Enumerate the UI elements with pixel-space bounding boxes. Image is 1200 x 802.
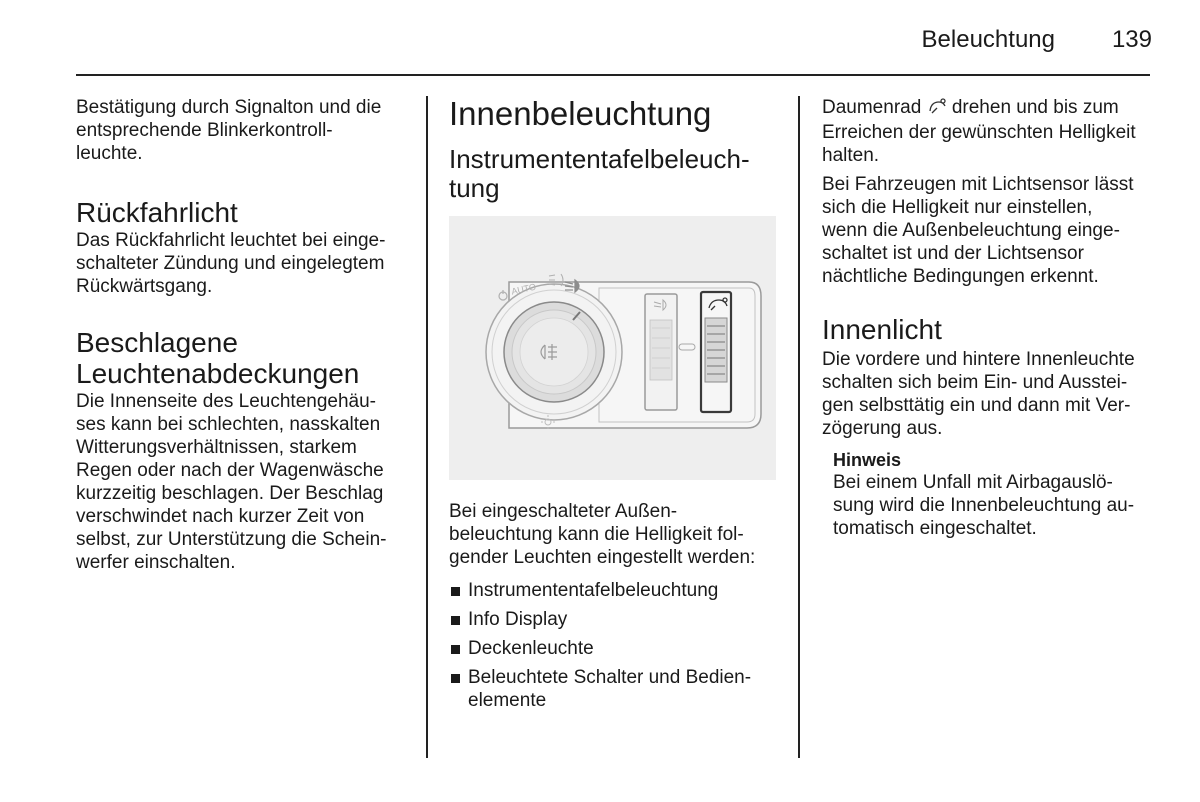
column-left [76, 96, 408, 574]
hint-label: Hinweis [833, 450, 902, 470]
heading-instrumententafelbeleuchtung: Instrumententafelbeleuch- tung [449, 144, 750, 203]
page-header-title: Beleuchtung [921, 26, 1055, 53]
heading-innenbeleuchtung: Innenbeleuchtung [449, 95, 712, 132]
off-icon [499, 290, 507, 300]
column-divider-1 [426, 96, 428, 758]
thumbwheel-dimmer-icon [927, 97, 947, 121]
light-switch-figure [449, 216, 776, 480]
column-middle [449, 96, 781, 718]
thumbwheel-paragraph: Daumenrad drehen und bis zum Erreichen der gewünschten Helligkeit halten. [822, 97, 1136, 166]
list-item: Info Display [449, 608, 781, 631]
bullet-square-icon [451, 587, 460, 596]
heading-beschlagene-leuchtenabdeckungen: Beschlagene Leuchtenabdeckungen [76, 327, 360, 389]
header-rule [76, 74, 1150, 76]
intro-paragraph: Bestätigung durch Signalton und die entsprechende Blinkerkontroll- leuchte. [76, 97, 382, 164]
figure-auto-label: AUTO [510, 281, 537, 297]
dimmable-lights-list [449, 579, 781, 712]
column-right [822, 96, 1154, 540]
rueckfahrlicht-paragraph: Das Rückfahrlicht leuchtet bei einge- schalteter Zündung und eingelegtem Rückwärtsgang. [76, 230, 386, 297]
list-item: Instrumententafelbeleuchtung [449, 579, 781, 602]
heading-rueckfahrlicht: Rückfahrlicht [76, 197, 238, 228]
dimming-intro-paragraph: Bei eingeschalteter Außen- beleuchtung kann die Helligkeit fol- gender Leuchten eingestellt werden: [449, 501, 756, 568]
bullet-square-icon [451, 674, 460, 683]
innenlicht-paragraph: Die vordere und hintere Innenleuchte schalten sich beim Ein- und Ausstei- gen selbsttätig ein und dann mit Ver- zögerung aus. [822, 349, 1135, 439]
list-item: Beleuchtete Schalter und Bedien- elemente [449, 666, 781, 712]
bullet-square-icon [451, 645, 460, 654]
bullet-square-icon [451, 616, 460, 625]
list-item: Deckenleuchte [449, 637, 781, 660]
light-sensor-paragraph: Bei Fahrzeugen mit Lichtsensor lässt sich die Helligkeit nur einstellen, wenn die Außenbeleuchtung einge- schaltet ist und der Lichtsensor nächtliche Bedingungen erkennt. [822, 174, 1134, 287]
heading-innenlicht: Innenlicht [822, 314, 942, 345]
column-divider-2 [798, 96, 800, 758]
page-number: 139 [1111, 26, 1152, 53]
beschlag-paragraph: Die Innenseite des Leuchtengehäu- ses kann bei schlechten, nasskalten Witterungsverhältnissen, starkem Regen oder nach der Wagenwäsche kurzzeitig beschlagen. Der Beschlag verschwindet nach kurzer Zeit von selbst, zur Unterstützung die Schein- werfer einschalten. [76, 391, 387, 573]
hint-paragraph: Bei einem Unfall mit Airbagauslö- sung wird die Innenbeleuchtung au- tomatisch eingeschaltet. [833, 472, 1135, 539]
